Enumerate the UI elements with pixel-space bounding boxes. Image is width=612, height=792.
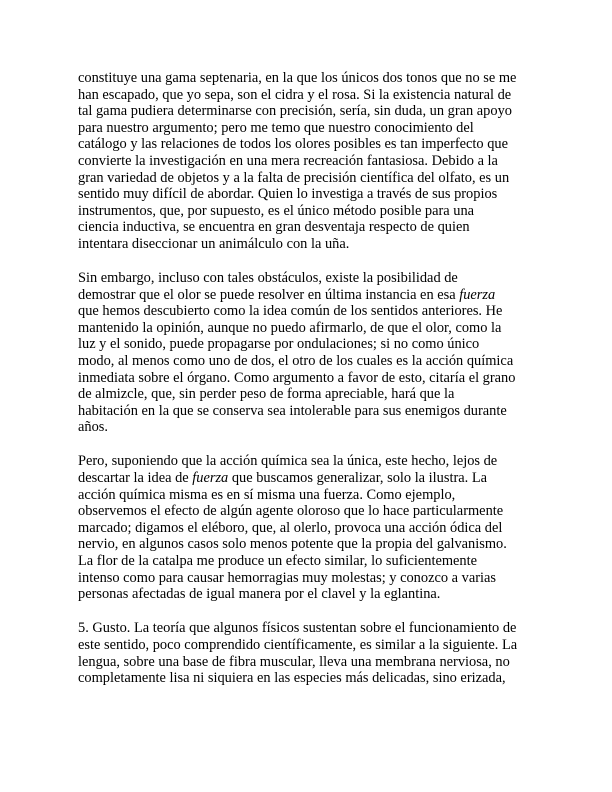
- paragraph-4: [78, 620, 536, 686]
- text-line: mantenido la opinión, aunque no puedo afirmarlo, de que el olor, como la: [78, 319, 502, 336]
- paragraph-3: [78, 453, 536, 602]
- text-line: instrumentos, que, por supuesto, es el único método posible para una: [78, 202, 475, 219]
- text-line: catálogo y las relaciones de todos los olores posibles es tan imperfecto que: [78, 136, 508, 153]
- text-line: constituye una gama septenaria, en la que los únicos dos tonos que no se me: [78, 70, 517, 86]
- italic-term: fuerza: [459, 286, 496, 303]
- document-page: [78, 70, 536, 687]
- text-line: modo, al menos como uno de dos, el otro de los cuales es la acción química: [78, 353, 514, 369]
- italic-term: fuerza: [192, 470, 229, 487]
- text-line: luz y el sonido, puede propagarse por ondulaciones; si no como único: [78, 336, 480, 353]
- text-line: personas afectadas de igual manera por el clavel y la eglantina.: [78, 586, 441, 603]
- text-line: marcado; digamos el eléboro, que, al olerlo, provoca una acción ódica del: [78, 519, 503, 536]
- text-line: que hemos descubierto como la idea común de los sentidos anteriores. He: [78, 303, 503, 320]
- text-line: La flor de la catalpa me produce un efecto similar, lo suficientemente: [78, 553, 477, 570]
- text-line: de almizcle, que, sin perder peso de forma apreciable, hará que la: [78, 386, 455, 403]
- text-line: acción química misma es en sí misma una fuerza. Como ejemplo,: [78, 486, 456, 503]
- text-line: [78, 470, 536, 487]
- text-line: este sentido, poco comprendido científicamente, es similar a la siguiente. La: [78, 636, 518, 653]
- text-line: [78, 287, 536, 304]
- text-segment: descartar la idea de: [78, 470, 193, 487]
- text-line: años.: [78, 419, 108, 436]
- text-line: lengua, sobre una base de fibra muscular, lleva una membrana nerviosa, no: [78, 653, 510, 670]
- paragraph-2: [78, 270, 536, 436]
- text-line: intenso como para causar hemorragias muy molestas; y conozco a varias: [78, 569, 496, 586]
- text-line: inmediata sobre el órgano. Como argumento a favor de esto, citaría el grano: [78, 369, 516, 386]
- paragraph-1: [78, 70, 536, 253]
- text-line: intentara diseccionar un animálculo con la uña.: [78, 235, 350, 252]
- text-line: convierte la investigación en una mera recreación fantasiosa. Debido a la: [78, 152, 498, 169]
- text-line: gran variedad de objetos y a la falta de precisión científica del olfato, es un: [78, 169, 510, 186]
- text-line: nervio, en algunos casos solo menos potente que la propia del galvanismo.: [78, 536, 507, 553]
- text-line: han escapado, que yo sepa, son el cidra y el rosa. Si la existencia natural de: [78, 86, 512, 103]
- text-line: 5. Gusto. La teoría que algunos físicos sustentan sobre el funcionamiento de: [78, 620, 517, 637]
- text-line: tal gama pudiera determinarse con precisión, sería, sin duda, un gran apoyo: [78, 103, 512, 120]
- text-segment: demostrar que el olor se puede resolver en última instancia en esa: [78, 286, 460, 303]
- text-line: ciencia inductiva, se encuentra en gran desventaja respecto de quien: [78, 219, 470, 236]
- text-line: observemos el efecto de algún agente oloroso que lo hace particularmente: [78, 503, 504, 520]
- text-line: sentido muy difícil de abordar. Quien lo investiga a través de sus propios: [78, 186, 498, 203]
- text-line: Sin embargo, incluso con tales obstáculos, existe la posibilidad de: [78, 270, 458, 287]
- text-segment: que buscamos generalizar, solo la ilustra. La: [228, 470, 488, 487]
- text-line: para nuestro argumento; pero me temo que nuestro conocimiento del: [78, 119, 474, 136]
- text-line: habitación en la que se conserva sea intolerable para sus enemigos durante: [78, 402, 507, 419]
- text-line: Pero, suponiendo que la acción química sea la única, este hecho, lejos de: [78, 453, 498, 470]
- text-line: completamente lisa ni siquiera en las especies más delicadas, sino erizada,: [78, 670, 506, 687]
